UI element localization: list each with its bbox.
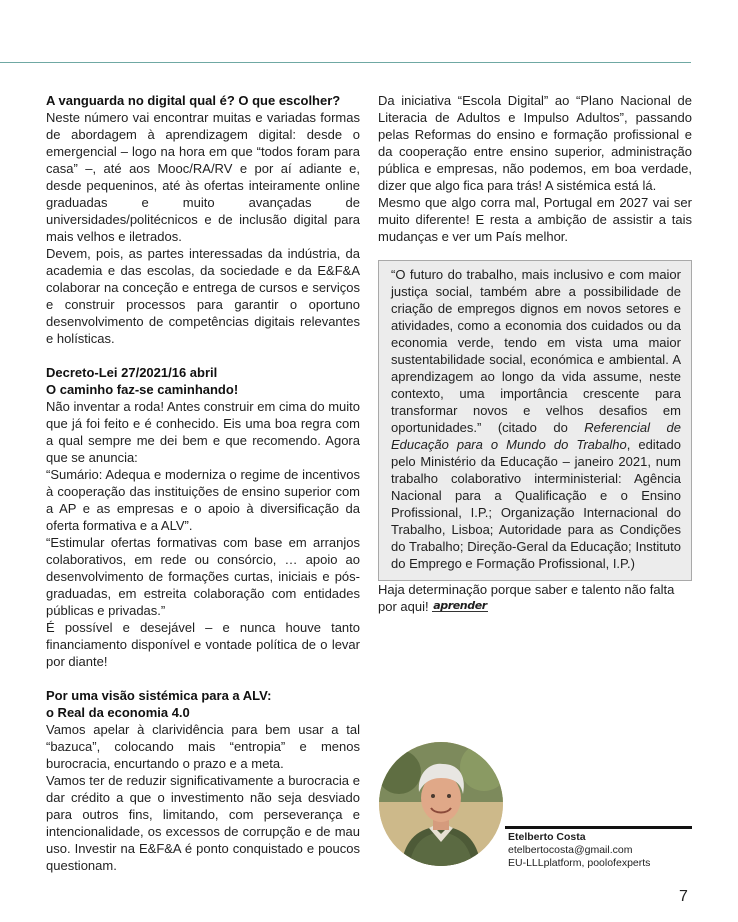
paragraph: “Estimular ofertas formativas com base em arranjos colaborativos, em rede ou consórcio, … apoio ao desenvolvimento de formações curtas, iniciais e pós-graduadas, em estreita colaboração com entidades públicas e privadas.”: [46, 535, 360, 618]
author-photo: [379, 742, 503, 866]
closing-paragraph: [378, 581, 692, 615]
top-divider: [0, 62, 691, 63]
quote-box: [378, 260, 692, 581]
author-photo-illustration: [379, 742, 503, 866]
left-column: [46, 92, 360, 874]
paragraph: Vamos ter de reduzir significativamente a burocracia e dar crédito a que o investimento não seja desviado para outros fins, limitando, com perseverança e intencionalidade, os excessos de corrupção e de mau uso. Investir na E&F&A é ponto conquistado e poucos questionam.: [46, 773, 360, 873]
section-heading-systemic: Por uma visão sistémica para a ALV:: [46, 688, 272, 703]
paragraph: Não inventar a roda! Antes construir em cima do muito que já foi feito e é conhecido. Eis uma boa regra com a qual sempre me dei bem e que recomendo. Agora que se anuncia:: [46, 399, 360, 465]
right-column: [378, 92, 692, 615]
section-subheading-path: O caminho faz-se caminhando!: [46, 382, 239, 397]
quote-source-title: Referencial de Educação para o Mundo do Trabalho: [391, 420, 682, 452]
aprender-logo: aprender: [433, 599, 487, 612]
author-block: [508, 831, 650, 870]
page-number: 7: [679, 888, 688, 905]
author-divider: [505, 826, 692, 829]
author-email: etelbertocosta@gmail.com: [508, 844, 633, 856]
paragraph: Vamos apelar à clarividência para bem usar a tal “bazuca”, colocando mais “entropia” e menos burocracia, encurtando o prazo e a meta.: [46, 722, 360, 771]
author-name: Etelberto Costa: [508, 831, 586, 843]
quote-text: “O futuro do trabalho, mais inclusivo e com maior justiça social, também abre a possibilidade de criação de empregos dignos em novos setores e atividades, como a economia dos cuidados ou da economia verde, tendo em vista uma maior sustentabilidade social, económica e ambiental. A aprendizagem ao longo da vida assume, neste contexto, uma importância crescente para transformar novos e velhos desafios em oportunidades.” (citado do: [391, 267, 681, 435]
quote-text-continued: , editado pelo Ministério da Educação – janeiro 2021, num trabalho colaborativo interministerial: Agência Nacional para a Qualificação e o Ensino Profissional, I.P.; Organização Internacional do Trabalho, Lisboa; Autoridade para as Condições do Trabalho; Direção-Geral da Educação; Instituto do Emprego e Formação Profissional, I.P.): [391, 437, 681, 571]
section-subheading-economy: o Real da economia 4.0: [46, 705, 190, 720]
closing-text: Haja determinação porque saber e talento não falta por aqui!: [378, 582, 675, 614]
paragraph: É possível e desejável – e nunca houve tanto financiamento disponível e vontade política de o levar por diante!: [46, 620, 360, 669]
paragraph: Devem, pois, as partes interessadas da indústria, da academia e das escolas, da sociedade e da E&F&A colaborar na conceção e entrega de cursos e serviços e construir processos para garantir o oportuno desenvolvimento de competências digitais relevantes e holísticas.: [46, 246, 360, 346]
section-heading-digital: A vanguarda no digital qual é? O que escolher?: [46, 93, 341, 108]
section-heading-decree: Decreto-Lei 27/2021/16 abril: [46, 365, 218, 380]
paragraph: Mesmo que algo corra mal, Portugal em 2027 vai ser muito diferente! E resta a ambição de assistir a tais mudanças e ver um País melhor.: [378, 195, 692, 244]
author-affiliation: EU-LLLplatform, poolofexperts: [508, 857, 651, 869]
paragraph: “Sumário: Adequa e moderniza o regime de incentivos à cooperação das instituições de ensino superior com a AP e as empresas e o apoio à diversificação da oferta formativa e a ALV”.: [46, 467, 360, 533]
paragraph: Neste número vai encontrar muitas e variadas formas de abordagem à aprendizagem digital: desde o emergencial – logo na hora em que “todos foram para casa” –, até aos Mooc/RA/RV e por aí adiante e, desde pequeninos, até às ofertas inteiramente online graduadas e muito avançadas de universidades/politécnicos e de inclusão digital para mais velhos e iletrados.: [46, 110, 360, 244]
paragraph: Da iniciativa “Escola Digital” ao “Plano Nacional de Literacia de Adultos e Impulso Adultos”, passando pelas Reformas do ensino e formação profissional e da cooperação entre ensino superior, administração pública e empresas, não podemos, em boa verdade, dizer que algo fica para trás! A sistémica está lá.: [378, 93, 692, 193]
